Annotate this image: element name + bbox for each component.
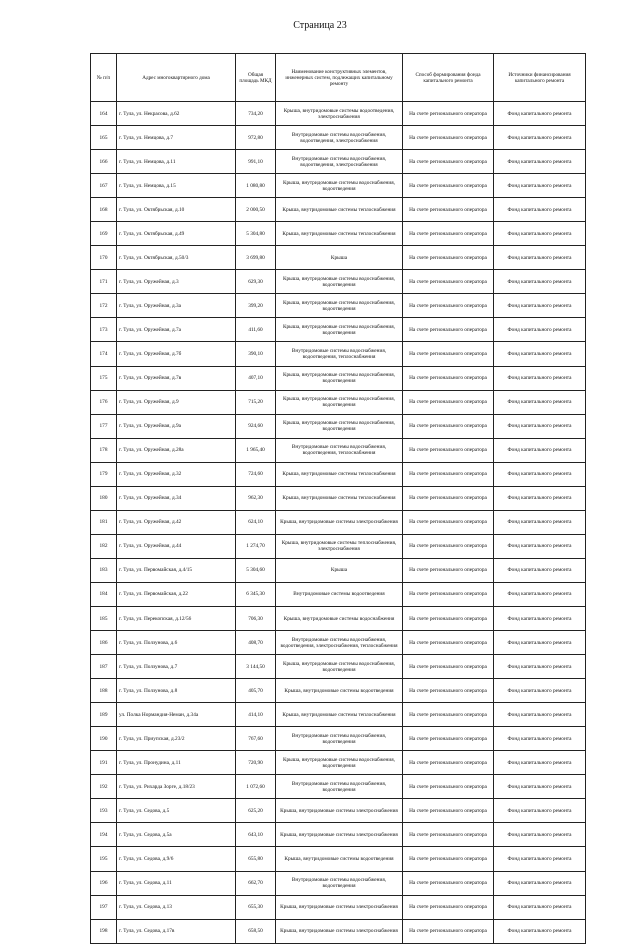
row-number: 195: [91, 847, 117, 871]
row-source: Фонд капитального ремонта: [494, 390, 586, 414]
row-address: г. Тула, ул. Оружейная, д.7в: [117, 366, 236, 390]
header-fund-method: Способ формирования фонда капитального ремонта: [403, 54, 494, 102]
table-row: [91, 871, 586, 895]
table-row: [91, 919, 586, 943]
row-elements: Крыша, внутридомовые системы водоснабжения, водоотведения: [276, 390, 403, 414]
row-elements: Крыша, внутридомовые системы водоснабжения, водоотведения: [276, 655, 403, 679]
row-area: 405,70: [236, 679, 276, 703]
row-elements: Крыша: [276, 246, 403, 270]
row-elements: Крыша, внутридомовые системы водоснабжения, водоотведения: [276, 174, 403, 198]
row-area: 655,30: [236, 895, 276, 919]
header-elements: Наименование конструктивных элементов, инженерных систем, подлежащих капитальному ремонту: [276, 54, 403, 102]
row-elements: Крыша, внутридомовые системы водоснабжения, водоотведения: [276, 751, 403, 775]
row-number: 188: [91, 679, 117, 703]
table-row: [91, 703, 586, 727]
row-area: 655,80: [236, 847, 276, 871]
row-fund-method: На счете регионального оператора: [403, 414, 494, 438]
row-address: г. Тула, ул. Оружейная, д.32: [117, 462, 236, 486]
row-number: 170: [91, 246, 117, 270]
header-address: Адрес многоквартирного дома: [117, 54, 236, 102]
row-address: г. Тула, ул. Седова, д.13: [117, 895, 236, 919]
row-elements: Крыша, внутридомовые системы водоотведения: [276, 679, 403, 703]
row-number: 197: [91, 895, 117, 919]
row-source: Фонд капитального ремонта: [494, 150, 586, 174]
row-area: 624,10: [236, 510, 276, 534]
row-address: г. Тула, ул. Оружейная, д.7а: [117, 318, 236, 342]
table-row: [91, 102, 586, 126]
row-address: г. Тула, ул. Пронудина, д.11: [117, 751, 236, 775]
row-source: Фонд капитального ремонта: [494, 631, 586, 655]
table-row: [91, 390, 586, 414]
row-elements: Крыша, внутридомовые системы водоснабжения, водоотведения: [276, 366, 403, 390]
row-fund-method: На счете регионального оператора: [403, 751, 494, 775]
table-row: [91, 294, 586, 318]
row-address: г. Тула, ул. Седова, д.11: [117, 871, 236, 895]
row-address: г. Тула, ул. Седова, д.17в: [117, 919, 236, 943]
row-fund-method: На счете регионального оператора: [403, 294, 494, 318]
row-fund-method: На счете регионального оператора: [403, 246, 494, 270]
row-number: 164: [91, 102, 117, 126]
row-area: 411,60: [236, 318, 276, 342]
row-address: г. Тула, ул. Седова, д.5: [117, 799, 236, 823]
row-area: 706,30: [236, 606, 276, 630]
row-address: г. Тула, ул. Оружейная, д.9а: [117, 414, 236, 438]
row-elements: Внутридомовые системы водоснабжения, водоотведения, теплоснабжения: [276, 342, 403, 366]
page-title: Страница 23: [293, 20, 347, 31]
row-elements: Крыша, внутридомовые системы водоотведения, электроснабжения: [276, 102, 403, 126]
row-area: 2 000,50: [236, 198, 276, 222]
row-elements: Крыша, внутридомовые системы электроснабжения: [276, 823, 403, 847]
row-source: Фонд капитального ремонта: [494, 847, 586, 871]
row-address: г. Тула, ул. Немцова, д.11: [117, 150, 236, 174]
row-elements: Крыша, внутридомовые системы электроснабжения: [276, 510, 403, 534]
header-sources: Источники финансирования капитального ремонта: [494, 54, 586, 102]
row-elements: Внутридомовые системы водоснабжения, водоотведения, электроснабжения: [276, 126, 403, 150]
row-elements: Крыша, внутридомовые системы водоснабжения: [276, 606, 403, 630]
row-number: 191: [91, 751, 117, 775]
row-address: г. Тула, ул. Оружейная, д.9: [117, 390, 236, 414]
row-number: 166: [91, 150, 117, 174]
row-address: ул. Полка Нормандия-Неман, д.34а: [117, 703, 236, 727]
row-source: Фонд капитального ремонта: [494, 198, 586, 222]
row-source: Фонд капитального ремонта: [494, 318, 586, 342]
table-row: [91, 727, 586, 751]
table-row: [91, 366, 586, 390]
table-row: [91, 510, 586, 534]
table-row: [91, 318, 586, 342]
row-source: Фонд капитального ремонта: [494, 510, 586, 534]
row-number: 193: [91, 799, 117, 823]
row-area: 643,10: [236, 823, 276, 847]
row-elements: Внутридомовые системы водоснабжения, водоотведения: [276, 775, 403, 799]
table-row: [91, 270, 586, 294]
row-area: 3 699,80: [236, 246, 276, 270]
row-elements: Крыша, внутридомовые системы водоотведения: [276, 847, 403, 871]
row-number: 181: [91, 510, 117, 534]
row-fund-method: На счете регионального оператора: [403, 823, 494, 847]
row-elements: Внутридомовые системы водоснабжения, водоотведения: [276, 871, 403, 895]
row-fund-method: На счете регионального оператора: [403, 150, 494, 174]
row-source: Фонд капитального ремонта: [494, 895, 586, 919]
row-address: г. Тула, ул. Оружейная, д.42: [117, 510, 236, 534]
row-number: 196: [91, 871, 117, 895]
row-number: 183: [91, 558, 117, 582]
table-row: [91, 246, 586, 270]
row-area: 924,60: [236, 414, 276, 438]
row-fund-method: На счете регионального оператора: [403, 534, 494, 558]
table-row: [91, 823, 586, 847]
row-area: 767,60: [236, 727, 276, 751]
table-row: [91, 534, 586, 558]
row-fund-method: На счете регионального оператора: [403, 606, 494, 630]
row-address: г. Тула, ул. Немцова, д.7: [117, 126, 236, 150]
table-row: [91, 751, 586, 775]
row-area: 991,10: [236, 150, 276, 174]
row-address: г. Тула, ул. Октябрьская, д.49: [117, 222, 236, 246]
row-source: Фонд капитального ремонта: [494, 342, 586, 366]
table-row: [91, 486, 586, 510]
row-source: Фонд капитального ремонта: [494, 558, 586, 582]
row-source: Фонд капитального ремонта: [494, 751, 586, 775]
row-area: 1 965,40: [236, 438, 276, 462]
row-elements: Крыша, внутридомовые системы теплоснабжения, электроснабжения: [276, 534, 403, 558]
row-fund-method: На счете регионального оператора: [403, 847, 494, 871]
row-number: 178: [91, 438, 117, 462]
row-number: 192: [91, 775, 117, 799]
row-elements: Крыша, внутридомовые системы водоснабжения, водоотведения: [276, 414, 403, 438]
row-area: 6 345,30: [236, 582, 276, 606]
row-elements: Крыша: [276, 558, 403, 582]
row-number: 173: [91, 318, 117, 342]
table-row: [91, 462, 586, 486]
row-number: 187: [91, 655, 117, 679]
row-source: Фонд капитального ремонта: [494, 414, 586, 438]
row-fund-method: На счете регионального оператора: [403, 558, 494, 582]
row-area: 414,10: [236, 703, 276, 727]
row-source: Фонд капитального ремонта: [494, 222, 586, 246]
row-source: Фонд капитального ремонта: [494, 727, 586, 751]
row-elements: Внутридомовые системы водоотведения: [276, 582, 403, 606]
table-row: [91, 582, 586, 606]
row-fund-method: На счете регионального оператора: [403, 679, 494, 703]
row-elements: Крыша, внутридомовые системы теплоснабжения: [276, 462, 403, 486]
row-fund-method: На счете регионального оператора: [403, 222, 494, 246]
row-address: г. Тула, ул. Оружейная, д.34: [117, 486, 236, 510]
row-fund-method: На счете регионального оператора: [403, 582, 494, 606]
row-area: 625,20: [236, 799, 276, 823]
row-number: 167: [91, 174, 117, 198]
row-number: 169: [91, 222, 117, 246]
row-area: 1 072,60: [236, 775, 276, 799]
table-row: [91, 606, 586, 630]
row-address: г. Тула, ул. Оружейная, д.28а: [117, 438, 236, 462]
row-fund-method: На счете регионального оператора: [403, 438, 494, 462]
row-number: 184: [91, 582, 117, 606]
row-area: 662,70: [236, 871, 276, 895]
table-body: [91, 102, 586, 944]
row-source: Фонд капитального ремонта: [494, 174, 586, 198]
row-elements: Крыша, внутридомовые системы водоснабжения, водоотведения: [276, 318, 403, 342]
row-fund-method: На счете регионального оператора: [403, 510, 494, 534]
row-number: 168: [91, 198, 117, 222]
row-source: Фонд капитального ремонта: [494, 534, 586, 558]
row-fund-method: На счете регионального оператора: [403, 631, 494, 655]
row-number: 198: [91, 919, 117, 943]
table-row: [91, 126, 586, 150]
table-row: [91, 655, 586, 679]
row-source: Фонд капитального ремонта: [494, 655, 586, 679]
row-area: 390,10: [236, 342, 276, 366]
row-address: г. Тула, ул. Первомайская, д.22: [117, 582, 236, 606]
row-fund-method: На счете регионального оператора: [403, 342, 494, 366]
row-address: г. Тула, ул. Перекопская, д.12/56: [117, 606, 236, 630]
row-fund-method: На счете регионального оператора: [403, 198, 494, 222]
row-number: 177: [91, 414, 117, 438]
row-number: 186: [91, 631, 117, 655]
row-address: г. Тула, ул. Седова, д.5а: [117, 823, 236, 847]
row-source: Фонд капитального ремонта: [494, 486, 586, 510]
row-fund-method: На счете регионального оператора: [403, 366, 494, 390]
row-elements: Внутридомовые системы водоснабжения, водоотведения: [276, 727, 403, 751]
row-fund-method: На счете регионального оператора: [403, 102, 494, 126]
table-row: [91, 895, 586, 919]
row-number: 172: [91, 294, 117, 318]
row-address: г. Тула, ул. Немцова, д.15: [117, 174, 236, 198]
row-fund-method: На счете регионального оператора: [403, 727, 494, 751]
row-address: г. Тула, ул. Первомайская, д.4/15: [117, 558, 236, 582]
row-source: Фонд капитального ремонта: [494, 246, 586, 270]
row-elements: Крыша, внутридомовые системы водоснабжения, водоотведения: [276, 270, 403, 294]
row-source: Фонд капитального ремонта: [494, 823, 586, 847]
row-fund-method: На счете регионального оператора: [403, 703, 494, 727]
table-row: [91, 342, 586, 366]
row-elements: Крыша, внутридомовые системы электроснабжения: [276, 895, 403, 919]
row-source: Фонд капитального ремонта: [494, 582, 586, 606]
row-area: 399,20: [236, 294, 276, 318]
table-row: [91, 222, 586, 246]
row-elements: Крыша, внутридомовые системы электроснабжения: [276, 799, 403, 823]
row-address: г. Тула, ул. Приупская, д.23/2: [117, 727, 236, 751]
row-fund-method: На счете регионального оператора: [403, 486, 494, 510]
header-num: № п/п: [91, 54, 117, 102]
row-address: г. Тула, ул. Октябрьская, д.50/3: [117, 246, 236, 270]
row-address: г. Тула, ул. Рихарда Зорге, д.18/23: [117, 775, 236, 799]
table-row: [91, 775, 586, 799]
row-number: 165: [91, 126, 117, 150]
row-number: 171: [91, 270, 117, 294]
row-number: 174: [91, 342, 117, 366]
row-area: 734,20: [236, 102, 276, 126]
row-address: г. Тула, ул. Ползунова, д.6: [117, 631, 236, 655]
row-source: Фонд капитального ремонта: [494, 462, 586, 486]
row-source: Фонд капитального ремонта: [494, 126, 586, 150]
table-row: [91, 558, 586, 582]
row-source: Фонд капитального ремонта: [494, 703, 586, 727]
row-number: 190: [91, 727, 117, 751]
table-row: [91, 631, 586, 655]
row-source: Фонд капитального ремонта: [494, 270, 586, 294]
table-header-row: [91, 54, 586, 102]
row-address: г. Тула, ул. Ползунова, д.8: [117, 679, 236, 703]
row-source: Фонд капитального ремонта: [494, 294, 586, 318]
row-elements: Внутридомовые системы водоснабжения, водоотведения, электроснабжения, теплоснабжения: [276, 631, 403, 655]
table-row: [91, 679, 586, 703]
row-source: Фонд капитального ремонта: [494, 606, 586, 630]
row-area: 724,60: [236, 462, 276, 486]
row-fund-method: На счете регионального оператора: [403, 174, 494, 198]
row-address: г. Тула, ул. Октябрьская, д.10: [117, 198, 236, 222]
row-elements: Внутридомовые системы водоснабжения, водоотведения, электроснабжения: [276, 150, 403, 174]
row-address: г. Тула, ул. Некрасова, д.62: [117, 102, 236, 126]
row-area: 962,30: [236, 486, 276, 510]
row-number: 179: [91, 462, 117, 486]
row-number: 175: [91, 366, 117, 390]
row-number: 180: [91, 486, 117, 510]
row-fund-method: На счете регионального оператора: [403, 462, 494, 486]
row-area: 972,80: [236, 126, 276, 150]
row-fund-method: На счете регионального оператора: [403, 270, 494, 294]
row-source: Фонд капитального ремонта: [494, 438, 586, 462]
table-row: [91, 847, 586, 871]
row-fund-method: На счете регионального оператора: [403, 919, 494, 943]
table-row: [91, 799, 586, 823]
row-area: 3 144,50: [236, 655, 276, 679]
row-area: 715,20: [236, 390, 276, 414]
row-fund-method: На счете регионального оператора: [403, 655, 494, 679]
row-area: 629,30: [236, 270, 276, 294]
row-number: 189: [91, 703, 117, 727]
row-elements: Крыша, внутридомовые системы теплоснабжения: [276, 486, 403, 510]
row-area: 720,90: [236, 751, 276, 775]
row-number: 194: [91, 823, 117, 847]
table-row: [91, 198, 586, 222]
row-address: г. Тула, ул. Ползунова, д.7: [117, 655, 236, 679]
table-row: [91, 438, 586, 462]
row-elements: Крыша, внутридомовые системы теплоснабжения: [276, 703, 403, 727]
row-area: 1 080,80: [236, 174, 276, 198]
row-fund-method: На счете регионального оператора: [403, 775, 494, 799]
row-elements: Крыша, внутридомовые системы теплоснабжения: [276, 198, 403, 222]
row-source: Фонд капитального ремонта: [494, 919, 586, 943]
row-elements: Крыша, внутридомовые системы электроснабжения: [276, 919, 403, 943]
row-area: 658,50: [236, 919, 276, 943]
row-number: 185: [91, 606, 117, 630]
row-address: г. Тула, ул. Оружейная, д.7б: [117, 342, 236, 366]
row-fund-method: На счете регионального оператора: [403, 126, 494, 150]
row-address: г. Тула, ул. Седова, д.9/6: [117, 847, 236, 871]
row-source: Фонд капитального ремонта: [494, 775, 586, 799]
row-number: 176: [91, 390, 117, 414]
row-area: 408,70: [236, 631, 276, 655]
row-source: Фонд капитального ремонта: [494, 679, 586, 703]
row-source: Фонд капитального ремонта: [494, 799, 586, 823]
row-number: 182: [91, 534, 117, 558]
repair-program-table: [90, 53, 586, 944]
row-fund-method: На счете регионального оператора: [403, 799, 494, 823]
row-fund-method: На счете регионального оператора: [403, 895, 494, 919]
row-area: 5 304,80: [236, 222, 276, 246]
table-row: [91, 150, 586, 174]
row-source: Фонд капитального ремонта: [494, 366, 586, 390]
row-source: Фонд капитального ремонта: [494, 871, 586, 895]
row-fund-method: На счете регионального оператора: [403, 390, 494, 414]
row-address: г. Тула, ул. Оружейная, д.3: [117, 270, 236, 294]
table-row: [91, 174, 586, 198]
row-elements: Внутридомовые системы водоснабжения, водоотведения, теплоснабжения: [276, 438, 403, 462]
table-row: [91, 414, 586, 438]
row-source: Фонд капитального ремонта: [494, 102, 586, 126]
row-fund-method: На счете регионального оператора: [403, 318, 494, 342]
row-elements: Крыша, внутридомовые системы водоснабжения, водоотведения: [276, 294, 403, 318]
row-area: 5 304,60: [236, 558, 276, 582]
header-area: Общая площадь МКД: [236, 54, 276, 102]
row-elements: Крыша, внутридомовые системы теплоснабжения: [276, 222, 403, 246]
row-area: 1 274,70: [236, 534, 276, 558]
row-area: 407,10: [236, 366, 276, 390]
row-address: г. Тула, ул. Оружейная, д.3а: [117, 294, 236, 318]
row-fund-method: На счете регионального оператора: [403, 871, 494, 895]
row-address: г. Тула, ул. Оружейная, д.44: [117, 534, 236, 558]
